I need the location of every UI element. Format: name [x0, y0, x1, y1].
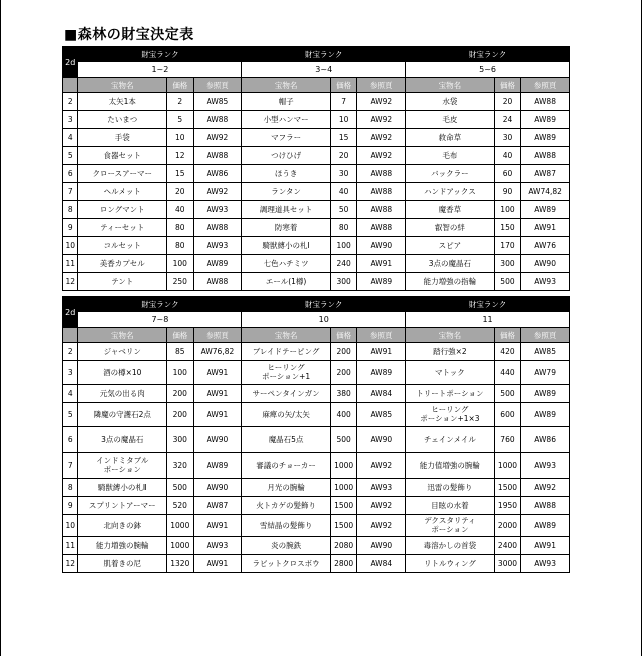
item-page: AW91 — [521, 219, 570, 237]
item-price: 40 — [494, 147, 521, 165]
roll-value: 4 — [63, 129, 78, 147]
item-price: 1500 — [330, 497, 357, 515]
item-page: AW84 — [357, 555, 406, 573]
item-price: 1000 — [167, 537, 194, 555]
item-page: AW92 — [357, 111, 406, 129]
item-page: AW76 — [521, 237, 570, 255]
item-price: 80 — [330, 219, 357, 237]
item-page: AW93 — [521, 273, 570, 291]
item-page: AW91 — [193, 385, 242, 403]
table-row — [63, 165, 570, 183]
rank-label: 5~6 — [406, 62, 570, 78]
dice-label: 2d — [63, 47, 78, 78]
item-page: AW91 — [193, 361, 242, 385]
item-page: AW89 — [357, 273, 406, 291]
column-header-blank — [63, 78, 78, 93]
roll-value: 10 — [63, 237, 78, 255]
roll-value: 6 — [63, 165, 78, 183]
roll-value: 9 — [63, 497, 78, 515]
group-header: 財宝ランク — [242, 47, 406, 62]
item-page: AW87 — [521, 165, 570, 183]
item-name: 火トカゲの髪飾り — [242, 497, 331, 515]
item-page: AW92 — [193, 129, 242, 147]
item-page: AW88 — [521, 147, 570, 165]
item-price: 100 — [167, 255, 194, 273]
column-header: 宝物名 — [78, 328, 167, 343]
item-price: 200 — [167, 385, 194, 403]
item-page: AW90 — [193, 427, 242, 453]
item-name: 肌着きの尼 — [78, 555, 167, 573]
item-price: 200 — [330, 361, 357, 385]
item-name: つけひげ — [242, 147, 331, 165]
item-name: 毛布 — [406, 147, 495, 165]
table-row — [63, 479, 570, 497]
item-price: 50 — [330, 201, 357, 219]
column-header: 価格 — [330, 78, 357, 93]
item-name: 七色ハチミツ — [242, 255, 331, 273]
roll-value: 7 — [63, 453, 78, 479]
item-name: 月光の腕輪 — [242, 479, 331, 497]
item-name: ブレイドテーピング — [242, 343, 331, 361]
item-name: マトック — [406, 361, 495, 385]
item-name: ヒーリング ポーション+1×3 — [406, 403, 495, 427]
item-price: 500 — [167, 479, 194, 497]
item-price: 100 — [494, 201, 521, 219]
item-page: AW91 — [521, 537, 570, 555]
item-price: 1500 — [330, 515, 357, 537]
item-name: 水袋 — [406, 93, 495, 111]
item-name: 魔晶石5点 — [242, 427, 331, 453]
item-name: バックラー — [406, 165, 495, 183]
item-name: スピア — [406, 237, 495, 255]
column-header: 価格 — [494, 78, 521, 93]
column-header: 価格 — [494, 328, 521, 343]
item-page: AW91 — [193, 555, 242, 573]
table-row — [63, 111, 570, 129]
group-header: 財宝ランク — [242, 297, 406, 312]
item-page: AW84 — [357, 385, 406, 403]
item-page: AW92 — [357, 453, 406, 479]
item-page: AW88 — [357, 219, 406, 237]
rank-label: 3~4 — [242, 62, 406, 78]
item-page: AW74,82 — [521, 183, 570, 201]
rank-row — [63, 312, 570, 328]
item-page: AW92 — [357, 497, 406, 515]
item-name: ランタン — [242, 183, 331, 201]
item-page: AW79 — [521, 361, 570, 385]
item-name: ロングマント — [78, 201, 167, 219]
table-row — [63, 427, 570, 453]
item-page: AW89 — [521, 201, 570, 219]
item-page: AW89 — [193, 453, 242, 479]
item-price: 2000 — [494, 515, 521, 537]
item-name: 踏行強×2 — [406, 343, 495, 361]
item-name: 帽子 — [242, 93, 331, 111]
item-page: AW93 — [357, 479, 406, 497]
item-page: AW93 — [521, 453, 570, 479]
item-page: AW92 — [357, 515, 406, 537]
item-price: 80 — [167, 219, 194, 237]
roll-value: 12 — [63, 555, 78, 573]
item-price: 320 — [167, 453, 194, 479]
item-name: インドミタブル ポーション — [78, 453, 167, 479]
item-name: 迅雷の髪飾り — [406, 479, 495, 497]
item-price: 10 — [330, 111, 357, 129]
item-price: 2 — [167, 93, 194, 111]
item-price: 200 — [167, 403, 194, 427]
item-name: リトルウィング — [406, 555, 495, 573]
column-header: 宝物名 — [406, 78, 495, 93]
item-page: AW89 — [357, 361, 406, 385]
item-page: AW88 — [521, 93, 570, 111]
item-name: 魔香草 — [406, 201, 495, 219]
column-header: 参照頁 — [357, 328, 406, 343]
column-header: 参照頁 — [193, 328, 242, 343]
item-name: 騎獣縛小の札Ⅱ — [78, 479, 167, 497]
item-price: 2400 — [494, 537, 521, 555]
roll-value: 8 — [63, 479, 78, 497]
item-page: AW90 — [357, 237, 406, 255]
item-page: AW93 — [521, 555, 570, 573]
item-page: AW87 — [193, 497, 242, 515]
roll-value: 11 — [63, 537, 78, 555]
roll-value: 9 — [63, 219, 78, 237]
item-name: 能力值増強の腕輪 — [406, 453, 495, 479]
group-header-row — [63, 297, 570, 312]
item-page: AW86 — [521, 427, 570, 453]
table-row — [63, 361, 570, 385]
item-name: 叡智の絆 — [406, 219, 495, 237]
item-page: AW86 — [193, 165, 242, 183]
item-name: 防寒着 — [242, 219, 331, 237]
item-name: 麻痺の矢/太矢 — [242, 403, 331, 427]
roll-value: 2 — [63, 93, 78, 111]
item-page: AW93 — [193, 537, 242, 555]
roll-value: 7 — [63, 183, 78, 201]
group-header: 財宝ランク — [406, 297, 570, 312]
item-price: 300 — [494, 255, 521, 273]
table-row — [63, 555, 570, 573]
item-price: 1000 — [330, 479, 357, 497]
rank-label: 11 — [406, 312, 570, 328]
item-page: AW93 — [193, 237, 242, 255]
item-price: 30 — [494, 129, 521, 147]
column-header: 参照頁 — [521, 78, 570, 93]
item-price: 3000 — [494, 555, 521, 573]
item-page: AW90 — [521, 255, 570, 273]
rank-label: 10 — [242, 312, 406, 328]
roll-value: 6 — [63, 427, 78, 453]
table-row — [63, 219, 570, 237]
item-price: 15 — [330, 129, 357, 147]
item-page: AW88 — [193, 147, 242, 165]
item-page: AW89 — [521, 515, 570, 537]
item-name: 能力増強の指輪 — [406, 273, 495, 291]
item-price: 7 — [330, 93, 357, 111]
item-page: AW91 — [193, 403, 242, 427]
item-name: 毒溶かしの首袋 — [406, 537, 495, 555]
item-price: 80 — [167, 237, 194, 255]
table-row — [63, 147, 570, 165]
item-page: AW90 — [357, 427, 406, 453]
item-price: 85 — [167, 343, 194, 361]
roll-value: 8 — [63, 201, 78, 219]
item-name: 食器セット — [78, 147, 167, 165]
item-name: ジャベリン — [78, 343, 167, 361]
table-row — [63, 497, 570, 515]
column-header-row — [63, 78, 570, 93]
item-page: AW92 — [357, 93, 406, 111]
item-page: AW88 — [193, 219, 242, 237]
item-price: 60 — [494, 165, 521, 183]
item-page: AW88 — [521, 497, 570, 515]
item-page: AW93 — [193, 201, 242, 219]
table-row — [63, 403, 570, 427]
item-price: 90 — [494, 183, 521, 201]
roll-value: 3 — [63, 361, 78, 385]
group-header-row — [63, 47, 570, 62]
item-price: 240 — [330, 255, 357, 273]
item-name: デクスタリティ ポーション — [406, 515, 495, 537]
item-page: AW91 — [193, 515, 242, 537]
item-page: AW92 — [193, 183, 242, 201]
item-name: 美香カプセル — [78, 255, 167, 273]
column-header: 価格 — [167, 328, 194, 343]
item-price: 1000 — [494, 453, 521, 479]
item-name: トリートポーション — [406, 385, 495, 403]
column-header: 価格 — [167, 78, 194, 93]
item-price: 500 — [494, 273, 521, 291]
rank-row — [63, 62, 570, 78]
item-price: 20 — [494, 93, 521, 111]
item-page: AW90 — [357, 537, 406, 555]
item-price: 100 — [330, 237, 357, 255]
item-price: 40 — [167, 201, 194, 219]
item-price: 150 — [494, 219, 521, 237]
item-name: テント — [78, 273, 167, 291]
table-row — [63, 93, 570, 111]
group-header: 財宝ランク — [406, 47, 570, 62]
item-price: 15 — [167, 165, 194, 183]
item-price: 440 — [494, 361, 521, 385]
item-page: AW88 — [193, 273, 242, 291]
item-name: チェインメイル — [406, 427, 495, 453]
roll-value: 4 — [63, 385, 78, 403]
item-price: 1000 — [330, 453, 357, 479]
item-price: 400 — [330, 403, 357, 427]
roll-value: 5 — [63, 403, 78, 427]
item-price: 20 — [330, 147, 357, 165]
item-page: AW89 — [521, 403, 570, 427]
item-price: 5 — [167, 111, 194, 129]
item-name: 審議のチョーカー — [242, 453, 331, 479]
item-price: 24 — [494, 111, 521, 129]
item-name: 小型ハンマー — [242, 111, 331, 129]
item-name: 目眩の水着 — [406, 497, 495, 515]
table-row — [63, 273, 570, 291]
item-name: 3点の魔晶石 — [406, 255, 495, 273]
item-name: ラビットクロスボウ — [242, 555, 331, 573]
item-page: AW90 — [193, 479, 242, 497]
item-page: AW88 — [193, 111, 242, 129]
group-header: 財宝ランク — [78, 297, 242, 312]
item-page: AW88 — [357, 165, 406, 183]
item-page: AW89 — [521, 385, 570, 403]
item-price: 420 — [494, 343, 521, 361]
column-header: 宝物名 — [242, 78, 331, 93]
item-page: AW91 — [357, 255, 406, 273]
item-page: AW89 — [521, 111, 570, 129]
item-page: AW76,82 — [193, 343, 242, 361]
item-price: 2800 — [330, 555, 357, 573]
item-price: 1950 — [494, 497, 521, 515]
item-name: 太矢1本 — [78, 93, 167, 111]
item-price: 520 — [167, 497, 194, 515]
item-price: 20 — [167, 183, 194, 201]
column-header: 価格 — [330, 328, 357, 343]
table-row — [63, 343, 570, 361]
table-row — [63, 255, 570, 273]
dice-label: 2d — [63, 297, 78, 328]
item-price: 170 — [494, 237, 521, 255]
roll-value: 10 — [63, 515, 78, 537]
treasure-table-1 — [62, 46, 570, 291]
item-price: 600 — [494, 403, 521, 427]
rank-label: 1~2 — [78, 62, 242, 78]
item-price: 760 — [494, 427, 521, 453]
column-header: 参照頁 — [193, 78, 242, 93]
item-name: ハンドアックス — [406, 183, 495, 201]
item-price: 100 — [167, 361, 194, 385]
table-row — [63, 183, 570, 201]
item-name: 調理道具セット — [242, 201, 331, 219]
item-price: 12 — [167, 147, 194, 165]
item-page: AW89 — [521, 129, 570, 147]
item-page: AW85 — [521, 343, 570, 361]
item-page: AW88 — [357, 183, 406, 201]
item-price: 300 — [167, 427, 194, 453]
item-price: 2080 — [330, 537, 357, 555]
item-name: たいまつ — [78, 111, 167, 129]
item-price: 40 — [330, 183, 357, 201]
item-name: ティーセット — [78, 219, 167, 237]
item-page: AW91 — [357, 343, 406, 361]
item-page: AW88 — [357, 201, 406, 219]
item-price: 200 — [330, 343, 357, 361]
table-row — [63, 515, 570, 537]
item-name: 元気の出る肉 — [78, 385, 167, 403]
item-price: 250 — [167, 273, 194, 291]
item-page: AW92 — [521, 479, 570, 497]
column-header: 宝物名 — [406, 328, 495, 343]
item-name: 炎の腕鉄 — [242, 537, 331, 555]
page-title: ■森林の財宝決定表 — [64, 27, 194, 43]
item-name: クロースアーマー — [78, 165, 167, 183]
item-name: マフラー — [242, 129, 331, 147]
item-name: 北向きの鉢 — [78, 515, 167, 537]
roll-value: 2 — [63, 343, 78, 361]
column-header-row — [63, 328, 570, 343]
item-name: 手袋 — [78, 129, 167, 147]
item-price: 500 — [330, 427, 357, 453]
item-page: AW92 — [357, 129, 406, 147]
table-row — [63, 201, 570, 219]
rank-label: 7~8 — [78, 312, 242, 328]
item-name: コルセット — [78, 237, 167, 255]
item-name: ヒーリング ポーション+1 — [242, 361, 331, 385]
item-name: 雪結晶の髪飾り — [242, 515, 331, 537]
item-price: 300 — [330, 273, 357, 291]
item-page: AW85 — [357, 403, 406, 427]
item-name: 救命草 — [406, 129, 495, 147]
item-name: 能力増強の腕輪 — [78, 537, 167, 555]
column-header: 宝物名 — [78, 78, 167, 93]
table-row — [63, 129, 570, 147]
column-header: 宝物名 — [242, 328, 331, 343]
item-name: ほうき — [242, 165, 331, 183]
item-name: スプリントアーマー — [78, 497, 167, 515]
item-price: 10 — [167, 129, 194, 147]
column-header: 参照頁 — [521, 328, 570, 343]
item-name: 隣魔の守護石2点 — [78, 403, 167, 427]
treasure-table-2 — [62, 296, 570, 573]
group-header: 財宝ランク — [78, 47, 242, 62]
roll-value: 11 — [63, 255, 78, 273]
roll-value: 3 — [63, 111, 78, 129]
item-price: 1320 — [167, 555, 194, 573]
table-row — [63, 385, 570, 403]
column-header-blank — [63, 328, 78, 343]
item-price: 30 — [330, 165, 357, 183]
item-name: 毛皮 — [406, 111, 495, 129]
item-price: 1500 — [494, 479, 521, 497]
roll-value: 12 — [63, 273, 78, 291]
item-price: 1000 — [167, 515, 194, 537]
item-page: AW85 — [193, 93, 242, 111]
table-row — [63, 453, 570, 479]
item-name: 酒の樽×10 — [78, 361, 167, 385]
item-price: 380 — [330, 385, 357, 403]
item-name: 騎獣縛小の札Ⅰ — [242, 237, 331, 255]
roll-value: 5 — [63, 147, 78, 165]
item-name: ヘルメット — [78, 183, 167, 201]
table-row — [63, 237, 570, 255]
item-name: サーペンタインガン — [242, 385, 331, 403]
item-page: AW89 — [193, 255, 242, 273]
item-name: 3点の魔晶石 — [78, 427, 167, 453]
item-name: エール(1樽) — [242, 273, 331, 291]
table-row — [63, 537, 570, 555]
item-page: AW92 — [357, 147, 406, 165]
column-header: 参照頁 — [357, 78, 406, 93]
item-price: 500 — [494, 385, 521, 403]
